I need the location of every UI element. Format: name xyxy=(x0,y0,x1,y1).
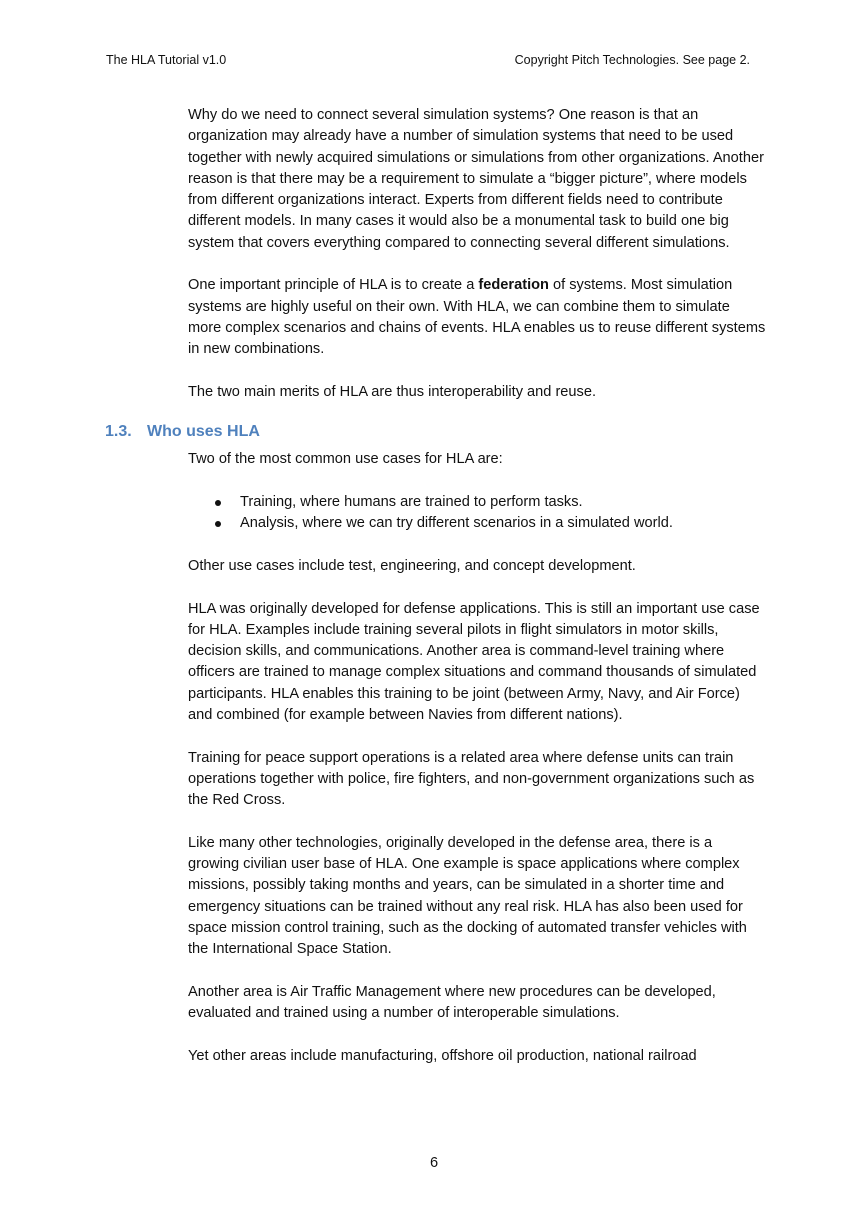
paragraph-other-areas: Yet other areas include manufacturing, offshore oil production, national railroad xyxy=(188,1047,697,1064)
paragraph-other-use-cases: Other use cases include test, engineering, and concept development. xyxy=(188,557,636,574)
term-federation: federation xyxy=(478,277,549,294)
bullet-icon xyxy=(215,500,221,506)
paragraph-why-connect: Why do we need to connect several simulation systems? One reason is that an organization may already have a number of simulation systems that need to be used together with newly acquired simulations or simulations from other organizations. Another reason is that there may be a requirement to simulate a “bigger picture”, where models from different organizations interact. Experts from different fields need to contribute different models. In many cases it would also be a monumental task to build one big system that covers everything compared to connecting several different simulations. xyxy=(188,107,764,251)
list-item xyxy=(188,513,766,534)
paragraph-merits: The two main merits of HLA are thus interoperability and reuse. xyxy=(188,383,597,400)
list-item xyxy=(188,492,766,513)
list-item-text: Training, where humans are trained to perform tasks. xyxy=(240,494,583,511)
paragraph-use-cases-intro: Two of the most common use cases for HLA are: xyxy=(188,451,503,468)
section-number: 1.3. xyxy=(105,423,132,441)
use-case-list xyxy=(188,492,766,535)
paragraph-federation-lead: One important principle of HLA is to create a xyxy=(188,277,479,294)
paragraph-federation-rest: of systems. Most simulation systems are highly useful on their own. With HLA, we can combine them to simulate more complex scenarios and chains of events. HLA enables us to reuse different systems in new combinations. xyxy=(188,277,766,358)
list-item-text: Analysis, where we can try different scenarios in a simulated world. xyxy=(240,515,673,532)
paragraph-defense: HLA was originally developed for defense applications. This is still an important use case for HLA. Examples include training several pilots in flight simulators in motor skills, decision skills, and communications. Another area is command-level training where officers are trained to manage complex situations and command thousands of simulated participants. HLA enables this training to be joint (between Army, Navy, and Air Force) and combined (for example between Navies from different nations). xyxy=(188,600,760,724)
paragraph-peace-support: Training for peace support operations is a related area where defense units can train operations together with police, fire fighters, and non-government organizations such as the Red Cross. xyxy=(188,749,755,809)
paragraph-federation xyxy=(188,275,766,360)
document-body xyxy=(105,105,766,1088)
paragraph-civilian: Like many other technologies, originally developed in the defense area, there is a growing civilian user base of HLA. One example is space applications where complex missions, possibly taking months and years, can be simulated in a shorter time and emergency situations can be trained without any real risk. HLA has also been used for space mission control training, such as the docking of automated transfer vehicles with the International Space Station. xyxy=(188,834,747,958)
page-number: 6 xyxy=(429,1155,439,1171)
paragraph-air-traffic: Another area is Air Traffic Management where new procedures can be developed, evaluated and trained using a number of interoperable simulations. xyxy=(188,983,716,1022)
section-title: Who uses HLA xyxy=(147,423,260,441)
bullet-icon xyxy=(215,521,221,527)
header-document-title: The HLA Tutorial v1.0 xyxy=(106,53,227,67)
header-copyright: Copyright Pitch Technologies. See page 2. xyxy=(514,53,750,67)
section-heading xyxy=(105,421,766,443)
